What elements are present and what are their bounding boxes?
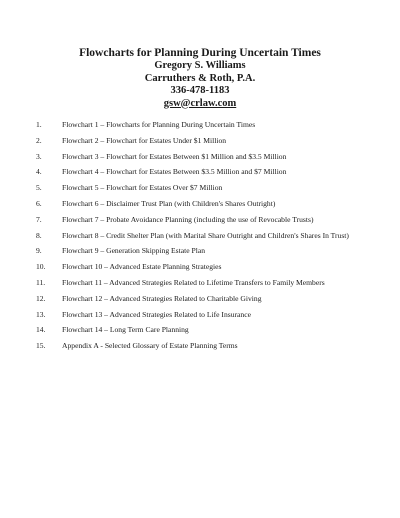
toc-item	[36, 341, 376, 350]
toc-item-text: Flowchart 10 – Advanced Estate Planning Strategies	[62, 262, 222, 272]
toc-item	[36, 246, 376, 255]
toc-item	[36, 310, 376, 319]
toc-item-text: Flowchart 1 – Flowcharts for Planning During Uncertain Times	[62, 120, 256, 129]
toc-item-text: Flowchart 4 – Flowchart for Estates Between $3.5 Million and $7 Million	[62, 167, 287, 177]
toc-item-number: 15.	[36, 341, 46, 351]
toc-item-number: 5.	[36, 183, 42, 193]
toc-item-number: 12.	[36, 293, 46, 303]
toc-item-number: 4.	[36, 167, 42, 177]
toc-item-text: Flowchart 7 – Probate Avoidance Planning (including the use of Revocable Trusts)	[62, 214, 314, 224]
toc-item-number: 2.	[36, 135, 42, 145]
toc-item-text: Flowchart 5 – Flowchart for Estates Over $7 Million	[62, 183, 223, 193]
firm-name: Carruthers & Roth, P.A.	[144, 72, 256, 84]
toc-item-text: Flowchart 3 – Flowchart for Estates Between $1 Million and $3.5 Million	[62, 151, 287, 161]
toc-item	[36, 262, 376, 271]
toc-item-text: Flowchart 13 – Advanced Strategies Related to Life Insurance	[62, 309, 251, 319]
toc-item	[36, 120, 376, 129]
toc-item	[36, 231, 376, 240]
toc-item-text: Flowchart 12 – Advanced Strategies Related to Charitable Giving	[62, 293, 262, 303]
toc-item	[36, 136, 376, 145]
toc-item	[36, 278, 376, 287]
document-header	[0, 46, 400, 110]
toc-item-text: Flowchart 9 – Generation Skipping Estate Plan	[62, 246, 205, 256]
toc-item-number: 9.	[36, 246, 42, 256]
toc-item-number: 1.	[36, 120, 42, 129]
toc-item-number: 7.	[36, 214, 42, 224]
toc-item	[36, 183, 376, 192]
email-link[interactable]: gsw@crlaw.com	[163, 97, 237, 109]
toc-item-text: Flowchart 11 – Advanced Strategies Related to Lifetime Transfers to Family Members	[62, 277, 325, 287]
toc-item-number: 3.	[36, 151, 42, 161]
table-of-contents	[36, 120, 376, 357]
toc-item-text: Appendix A - Selected Glossary of Estate Planning Terms	[62, 341, 238, 351]
toc-item-number: 11.	[36, 277, 46, 287]
toc-item	[36, 167, 376, 176]
toc-item	[36, 199, 376, 208]
toc-item-text: Flowchart 8 – Credit Shelter Plan (with Marital Share Outright and Children's Shares In Trust)	[62, 230, 349, 240]
toc-item-text: Flowchart 14 – Long Term Care Planning	[62, 325, 189, 335]
toc-item-text: Flowchart 6 – Disclaimer Trust Plan (with Children's Shares Outright)	[62, 198, 276, 208]
author-name: Gregory S. Williams	[154, 60, 246, 71]
toc-item	[36, 294, 376, 303]
toc-item-number: 10.	[36, 262, 46, 272]
toc-item	[36, 215, 376, 224]
toc-item-number: 13.	[36, 309, 46, 319]
toc-item	[36, 325, 376, 334]
document-title: Flowcharts for Planning During Uncertain Times	[79, 47, 321, 59]
toc-item-number: 8.	[36, 230, 42, 240]
toc-item	[36, 152, 376, 161]
toc-item-text: Flowchart 2 – Flowchart for Estates Under $1 Million	[62, 135, 227, 145]
toc-item-number: 6.	[36, 198, 42, 208]
toc-item-number: 14.	[36, 325, 46, 335]
phone-number: 336-478-1183	[170, 85, 230, 96]
